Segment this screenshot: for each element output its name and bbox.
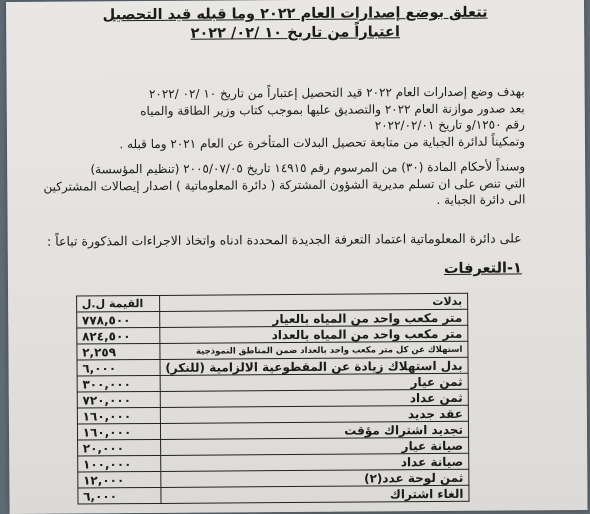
fee-label: تجديد اشتراك مؤقت [160, 421, 468, 439]
fee-label: استهلاك عن كل متر مكعب واحد بالعداد ضمن المناطق النموذجية [160, 341, 468, 359]
fee-label: متر مكعب واحد من المياه بالعيار [159, 309, 467, 327]
fee-label: صيانة عيار [160, 437, 468, 455]
document-title-line1: تتعلق بوضع إصدارات العام ٢٠٢٢ وما قبله قيد التحصيل [102, 4, 488, 24]
paragraph-line: وتمكيناً لدائرة الجباية من متابعة تحصيل البدلات المتأخرة عن العام ٢٠٢١ وما قبله . [119, 133, 526, 151]
column-header-fees: بدلات [159, 293, 467, 311]
fee-value: ١٢,٠٠٠ [78, 471, 161, 488]
fee-label: ثمن عيار [160, 373, 468, 391]
paragraph-line: الى دائرة الجباية . [436, 192, 526, 208]
fee-value: ٦,٠٠٠ [78, 487, 161, 504]
table-row [78, 485, 469, 504]
fee-value: ٦,٠٠٠ [77, 359, 160, 376]
fee-label: بدل استهلاك زيادة عن المقطوعية الالزامية (للنكر) [160, 357, 468, 375]
fee-value: ٢٠,٠٠٠ [77, 439, 160, 456]
paragraph-instruction: على دائرة المعلوماتية اعتماد التعرفة الجديدة المحددة ادناه واتخاذ الاجراءات المذكورة تباعاً : [46, 230, 522, 249]
column-header-value: القيمة ل.ل [76, 295, 159, 312]
paragraph-legal-basis [43, 158, 526, 211]
paragraph-line: وسنداً لأحكام المادة (٣٠) من المرسوم رقم ١٤٩١٥ تاريخ ٢٠٠٥/٠٧/٠٥ (تنظيم المؤسسة) [90, 159, 526, 177]
paragraph-preamble [55, 83, 525, 152]
section-title-tariffs: ١-التعرفات [443, 260, 522, 277]
document-page [6, 0, 588, 514]
fee-label: متر مكعب واحد من المياه بالعداد [160, 325, 468, 343]
document-title-line2: اعتباراً من تاريخ ١٠ /٠٢/ ٢٠٢٢ [190, 24, 400, 42]
paragraph-line: بهدف وضع إصدارات العام ٢٠٢٢ قيد التحصيل إعتباراً من تاريخ ١٠ /٠٢ /٢٠٢٢ [148, 84, 525, 102]
paragraph-line: بعد صدور موازنة العام ٢٠٢٢ والتصديق عليها بموجب كتاب وزير الطاقة والمياه [140, 100, 525, 118]
fee-value: ٢,٢٥٩ [77, 343, 160, 360]
fee-value: ٣٠٠,٠٠٠ [77, 375, 160, 392]
fee-value: ١٦٠,٠٠٠ [77, 407, 160, 424]
fee-label: الغاء اشتراك [161, 485, 469, 503]
paragraph-line: رقم ١٢٥٠/و تاريخ ٢٠٢٢/٠٢/٠١ [374, 117, 525, 133]
tariff-table [76, 293, 470, 505]
paragraph-line: التي تنص على ان تسلم مديرية الشؤون المشتركة ( دائرة المعلوماتية ) اصدار إيصالات المشتركين [43, 175, 526, 194]
fee-label: ثمن لوحة عدد(٢) [161, 469, 469, 487]
fee-value: ٧٢٠,٠٠٠ [77, 391, 160, 408]
fee-value: ٨٢٤,٥٠٠ [77, 327, 160, 344]
fee-value: ١٠٠,٠٠٠ [77, 455, 160, 472]
fee-value: ٧٧٨,٥٠٠ [76, 311, 159, 328]
fee-label: ثمن عداد [160, 389, 468, 407]
fee-label: عقد جديد [160, 405, 468, 423]
fee-value: ١٦٠,٠٠٠ [77, 423, 160, 440]
fee-label: صيانة عداد [160, 453, 468, 471]
